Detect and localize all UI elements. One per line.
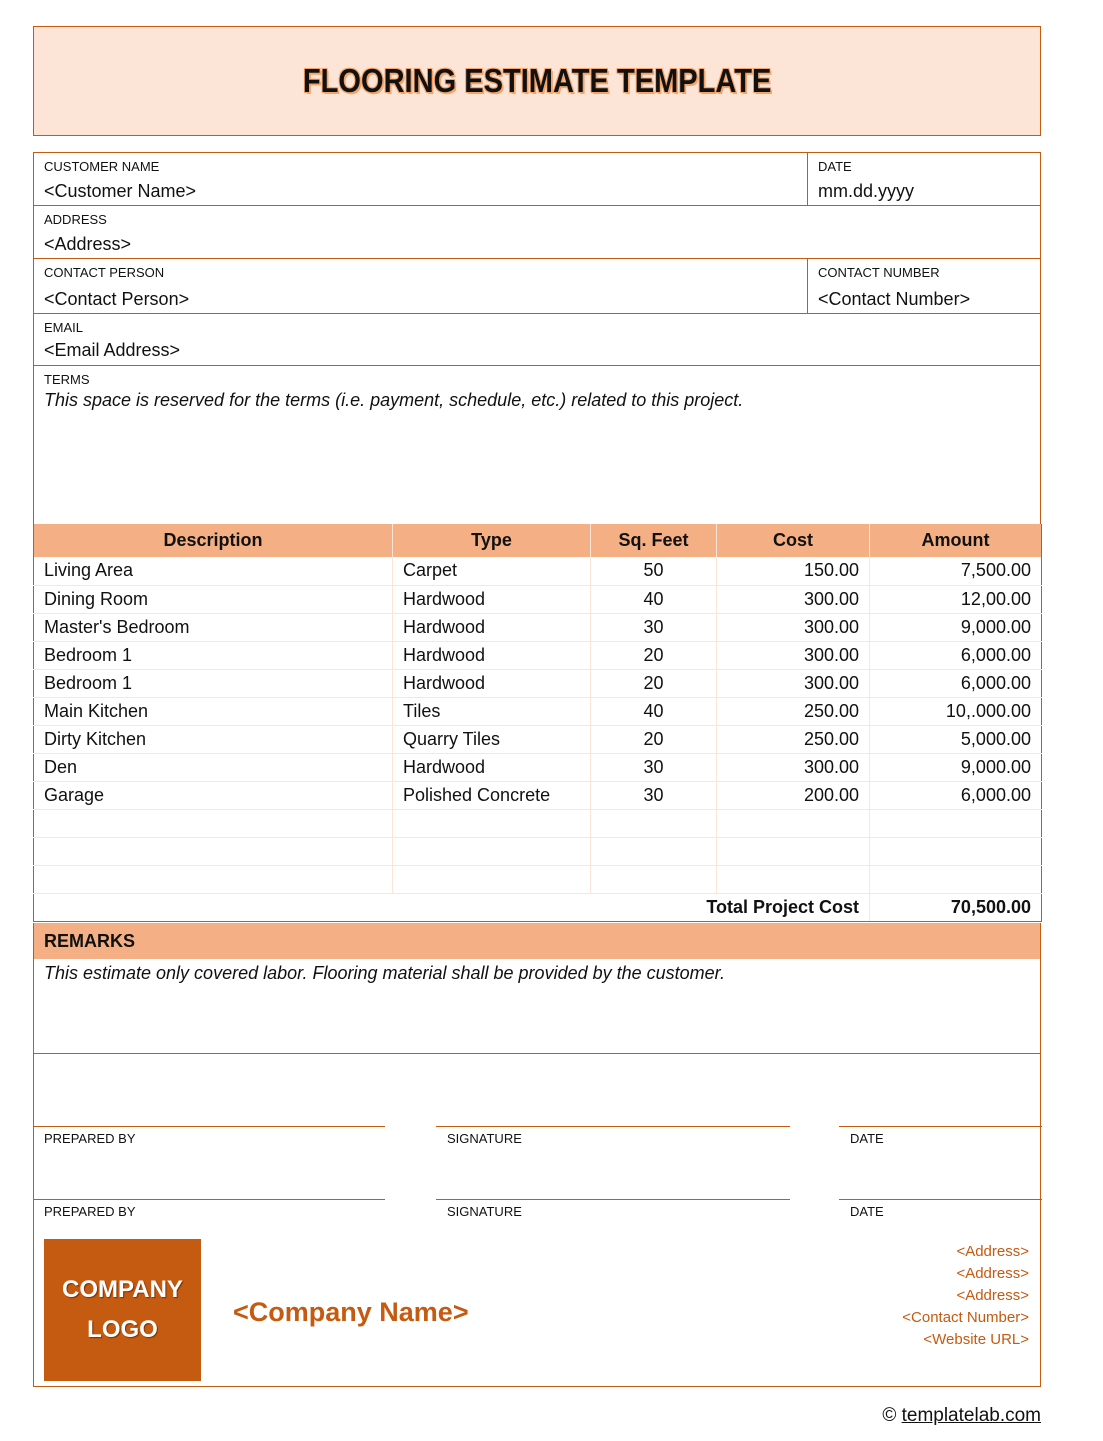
total-row bbox=[34, 893, 1042, 921]
contact-person-label: CONTACT PERSON bbox=[44, 265, 165, 280]
table-row bbox=[34, 557, 1042, 585]
cell-amount[interactable]: 12,00.00 bbox=[870, 585, 1042, 613]
cell-sqfeet[interactable]: 20 bbox=[591, 725, 717, 753]
cell-description[interactable]: Dining Room bbox=[34, 585, 393, 613]
cell-sqfeet[interactable] bbox=[591, 837, 717, 865]
copyright-icon: © bbox=[882, 1405, 897, 1426]
credit-line bbox=[882, 1405, 1041, 1427]
contact-number-field[interactable] bbox=[807, 259, 1040, 313]
table-row-empty bbox=[34, 865, 1042, 893]
cell-amount[interactable]: 6,000.00 bbox=[870, 781, 1042, 809]
logo-line-2: LOGO bbox=[87, 1316, 158, 1343]
cell-description[interactable] bbox=[34, 809, 393, 837]
templatelab-link[interactable]: templatelab.com bbox=[901, 1405, 1041, 1426]
cell-type[interactable]: Tiles bbox=[393, 697, 591, 725]
column-header-amount: Amount bbox=[870, 524, 1042, 557]
cell-type[interactable]: Hardwood bbox=[393, 753, 591, 781]
company-logo bbox=[44, 1239, 201, 1381]
terms-field[interactable] bbox=[34, 366, 1040, 525]
cell-type[interactable]: Hardwood bbox=[393, 585, 591, 613]
remarks-text[interactable]: This estimate only covered labor. Flooring material shall be provided by the customer. bbox=[44, 963, 725, 983]
cell-description[interactable]: Bedroom 1 bbox=[34, 669, 393, 697]
column-header-type: Type bbox=[393, 524, 591, 557]
prepared-by-label-2: PREPARED BY bbox=[44, 1204, 136, 1219]
cell-sqfeet[interactable]: 40 bbox=[591, 585, 717, 613]
page-title: FLOORING ESTIMATE TEMPLATE bbox=[302, 62, 772, 99]
cell-cost[interactable]: 250.00 bbox=[717, 725, 870, 753]
cell-cost[interactable] bbox=[717, 865, 870, 893]
prepared-by-line-1[interactable] bbox=[34, 1126, 385, 1127]
cell-cost[interactable] bbox=[717, 809, 870, 837]
email-row bbox=[34, 314, 1040, 366]
cell-sqfeet[interactable]: 20 bbox=[591, 641, 717, 669]
cell-description[interactable]: Bedroom 1 bbox=[34, 641, 393, 669]
table-row-empty bbox=[34, 809, 1042, 837]
date-value[interactable]: mm.dd.yyyy bbox=[818, 181, 915, 201]
cell-sqfeet[interactable] bbox=[591, 809, 717, 837]
line-items-table bbox=[33, 524, 1042, 922]
table-row bbox=[34, 781, 1042, 809]
cell-amount[interactable]: 10,.000.00 bbox=[870, 697, 1042, 725]
date-label: DATE bbox=[818, 159, 852, 174]
cell-sqfeet[interactable]: 30 bbox=[591, 613, 717, 641]
customer-info-section bbox=[33, 152, 1041, 526]
cell-amount[interactable]: 9,000.00 bbox=[870, 753, 1042, 781]
date-field[interactable] bbox=[807, 153, 1040, 205]
email-field[interactable] bbox=[34, 314, 1040, 365]
company-address-1: <Address> bbox=[956, 1243, 1029, 1260]
cell-type[interactable]: Polished Concrete bbox=[393, 781, 591, 809]
contact-person-field[interactable] bbox=[34, 259, 807, 313]
cell-amount[interactable] bbox=[870, 809, 1042, 837]
table-row bbox=[34, 669, 1042, 697]
table-header-row bbox=[34, 524, 1042, 557]
cell-cost[interactable]: 150.00 bbox=[717, 557, 870, 585]
customer-name-field[interactable] bbox=[34, 153, 807, 205]
cell-description[interactable] bbox=[34, 865, 393, 893]
contact-row bbox=[34, 259, 1040, 314]
cell-type[interactable] bbox=[393, 809, 591, 837]
cell-amount[interactable]: 9,000.00 bbox=[870, 613, 1042, 641]
email-label: EMAIL bbox=[44, 320, 84, 335]
cell-description[interactable]: Dirty Kitchen bbox=[34, 725, 393, 753]
column-header-sqfeet: Sq. Feet bbox=[591, 524, 717, 557]
date-line-1[interactable] bbox=[839, 1126, 1042, 1127]
column-header-description: Description bbox=[34, 524, 393, 557]
cell-sqfeet[interactable]: 50 bbox=[591, 557, 717, 585]
company-address-3: <Address> bbox=[956, 1287, 1029, 1304]
table-row bbox=[34, 725, 1042, 753]
cell-description[interactable]: Living Area bbox=[34, 557, 393, 585]
prepared-by-label-1: PREPARED BY bbox=[44, 1131, 136, 1146]
remarks-label: REMARKS bbox=[34, 923, 1040, 959]
cell-sqfeet[interactable]: 30 bbox=[591, 753, 717, 781]
cell-type[interactable]: Quarry Tiles bbox=[393, 725, 591, 753]
company-contact-number: <Contact Number> bbox=[902, 1309, 1029, 1326]
cell-amount[interactable]: 6,000.00 bbox=[870, 669, 1042, 697]
cell-amount[interactable] bbox=[870, 865, 1042, 893]
table-row bbox=[34, 697, 1042, 725]
cell-sqfeet[interactable]: 30 bbox=[591, 781, 717, 809]
customer-name-label: CUSTOMER NAME bbox=[44, 159, 160, 174]
table-row bbox=[34, 613, 1042, 641]
cell-type[interactable] bbox=[393, 865, 591, 893]
total-value: 70,500.00 bbox=[870, 893, 1042, 921]
company-address-2: <Address> bbox=[956, 1265, 1029, 1282]
contact-number-value[interactable]: <Contact Number> bbox=[818, 289, 971, 309]
signature-line-1[interactable] bbox=[436, 1126, 790, 1127]
customer-row bbox=[34, 153, 1040, 206]
cell-sqfeet[interactable] bbox=[591, 865, 717, 893]
table-row bbox=[34, 641, 1042, 669]
table-row-empty bbox=[34, 837, 1042, 865]
cell-description[interactable]: Master's Bedroom bbox=[34, 613, 393, 641]
company-name: <Company Name> bbox=[233, 1297, 469, 1327]
contact-number-label: CONTACT NUMBER bbox=[818, 265, 940, 280]
cell-description[interactable] bbox=[34, 837, 393, 865]
cell-amount[interactable]: 6,000.00 bbox=[870, 641, 1042, 669]
prepared-by-line-2[interactable] bbox=[34, 1199, 385, 1200]
logo-line-1: COMPANY bbox=[62, 1276, 183, 1303]
cell-type[interactable]: Hardwood bbox=[393, 613, 591, 641]
table-row bbox=[34, 753, 1042, 781]
cell-cost[interactable]: 300.00 bbox=[717, 641, 870, 669]
email-value[interactable]: <Email Address> bbox=[44, 340, 181, 360]
cell-amount[interactable]: 5,000.00 bbox=[870, 725, 1042, 753]
terms-row bbox=[34, 366, 1040, 525]
cell-cost[interactable]: 300.00 bbox=[717, 585, 870, 613]
terms-text[interactable]: This space is reserved for the terms (i.e. payment, schedule, etc.) related to this project. bbox=[44, 390, 744, 410]
cell-cost[interactable]: 300.00 bbox=[717, 669, 870, 697]
remarks-section bbox=[33, 923, 1041, 1054]
cell-amount[interactable]: 7,500.00 bbox=[870, 557, 1042, 585]
column-header-cost: Cost bbox=[717, 524, 870, 557]
address-field[interactable] bbox=[34, 206, 1040, 258]
date-label-1: DATE bbox=[850, 1131, 884, 1146]
signature-footer bbox=[33, 1053, 1041, 1387]
terms-label: TERMS bbox=[44, 372, 90, 387]
cell-cost[interactable]: 250.00 bbox=[717, 697, 870, 725]
cell-description[interactable]: Garage bbox=[34, 781, 393, 809]
address-label: ADDRESS bbox=[44, 212, 107, 227]
cell-type[interactable]: Hardwood bbox=[393, 641, 591, 669]
cell-description[interactable]: Main Kitchen bbox=[34, 697, 393, 725]
cell-type[interactable]: Hardwood bbox=[393, 669, 591, 697]
cell-type[interactable] bbox=[393, 837, 591, 865]
table-row bbox=[34, 585, 1042, 613]
address-row bbox=[34, 206, 1040, 259]
title-banner bbox=[33, 26, 1041, 136]
cell-amount[interactable] bbox=[870, 837, 1042, 865]
cell-description[interactable]: Den bbox=[34, 753, 393, 781]
cell-cost[interactable]: 300.00 bbox=[717, 613, 870, 641]
cell-cost[interactable]: 300.00 bbox=[717, 753, 870, 781]
customer-name-value[interactable]: <Customer Name> bbox=[44, 181, 197, 201]
signature-label-1: SIGNATURE bbox=[447, 1131, 522, 1146]
cell-sqfeet[interactable]: 20 bbox=[591, 669, 717, 697]
date-line-2[interactable] bbox=[839, 1199, 1042, 1200]
cell-cost[interactable]: 200.00 bbox=[717, 781, 870, 809]
company-website: <Website URL> bbox=[923, 1331, 1029, 1348]
cell-sqfeet[interactable]: 40 bbox=[591, 697, 717, 725]
address-value[interactable]: <Address> bbox=[44, 234, 132, 254]
signature-label-2: SIGNATURE bbox=[447, 1204, 522, 1219]
signature-line-2[interactable] bbox=[436, 1199, 790, 1200]
cell-type[interactable]: Carpet bbox=[393, 557, 591, 585]
total-label: Total Project Cost bbox=[34, 893, 870, 921]
cell-cost[interactable] bbox=[717, 837, 870, 865]
company-contact-info bbox=[902, 1241, 1029, 1351]
date-label-2: DATE bbox=[850, 1204, 884, 1219]
contact-person-value[interactable]: <Contact Person> bbox=[44, 289, 190, 309]
